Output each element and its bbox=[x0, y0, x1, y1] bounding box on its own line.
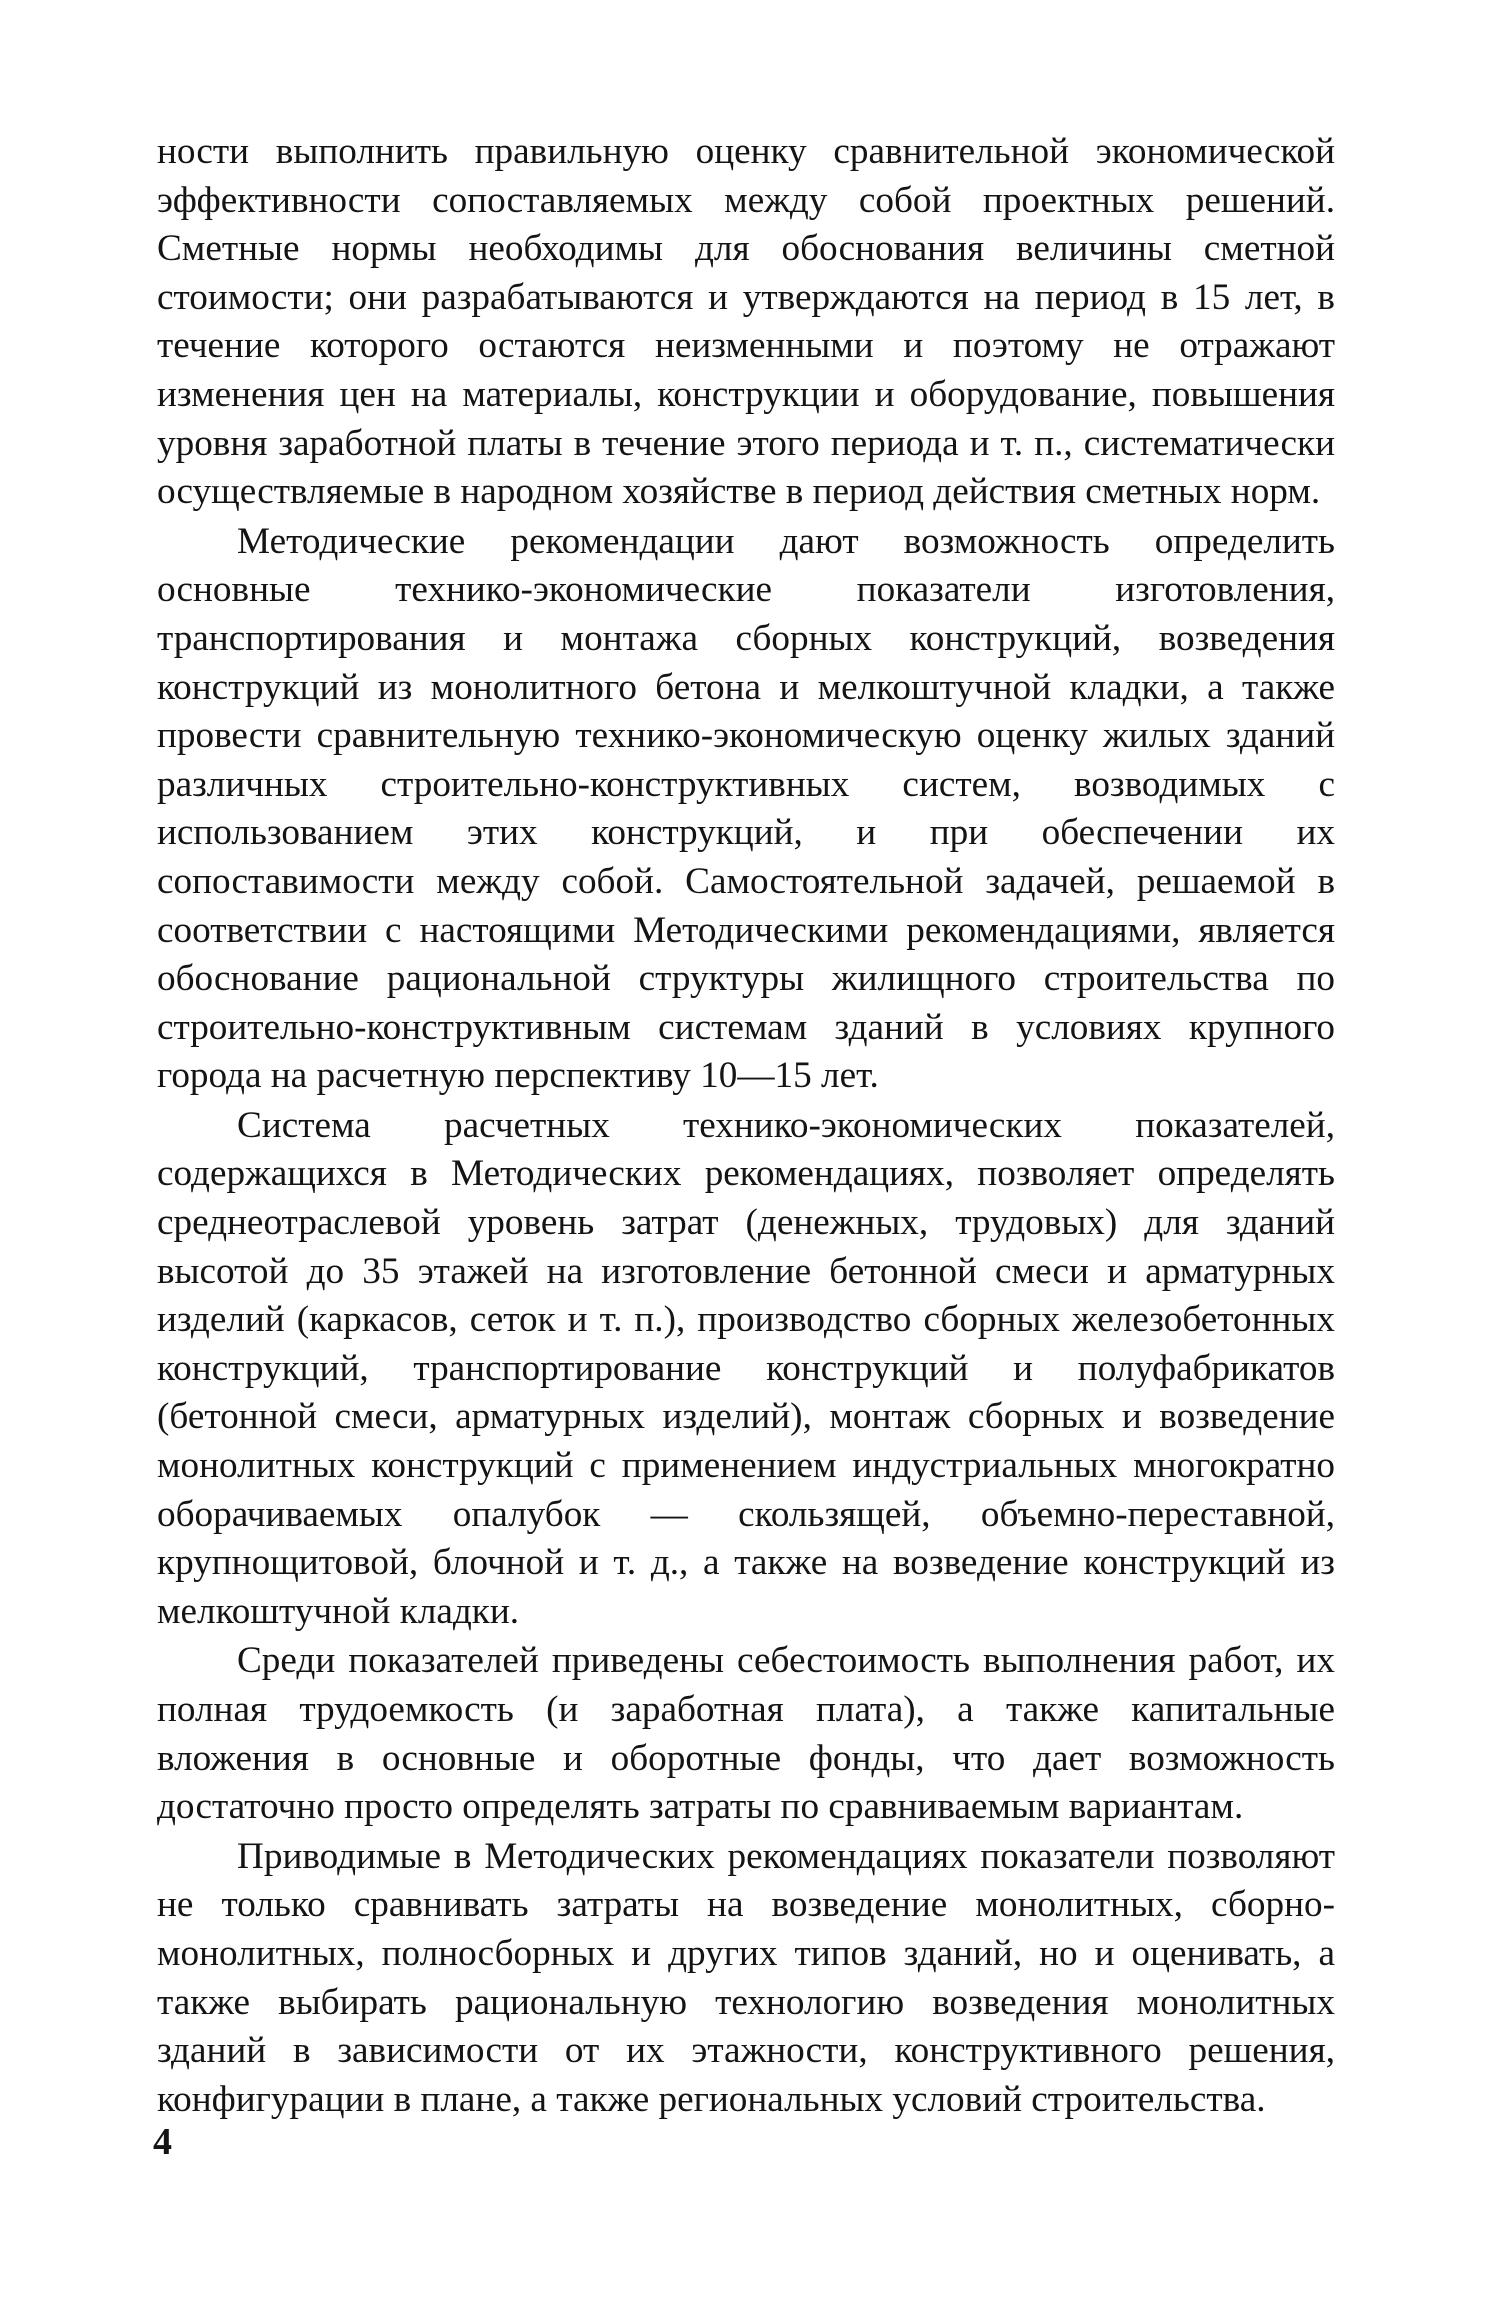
page-number: 4 bbox=[153, 2121, 172, 2163]
paragraph-indicator-system: Система расчетных технико-экономических показателей, содержащихся в Методических рекомендациях, позволяет определять среднеотраслевой уровень затрат (денежных, трудовых) для зданий высотой до 35 этажей на изготовление бетонной смеси и арматурных изделий (каркасов, сеток и т. п.), производство сборных железобетонных конструкций, транспортирование конструкций и полуфабрикатов (бетонной смеси, арматурных изделий), монтаж сборных и возведение монолитных конструкций с применением индустриальных многократно оборачиваемых опалубок — скользящей, объемно-переставной, крупнощитовой, блочной и т. д., а также на возведение конструкций из мелкоштучной кладки. bbox=[157, 1104, 1335, 1632]
paragraph-cost-indicators: Среди показателей приведены себестоимость выполнения работ, их полная трудоемкость (и заработная плата), а также капитальные вложения в основные и оборотные фонды, что дает возможность достаточно просто определять затраты по сравниваемым вариантам. bbox=[157, 1640, 1335, 1828]
paragraph-methodical-recommendations: Методические рекомендации дают возможность определить основные технико-экономические показатели изготовления, транспортирования и монтажа сборных конструкций, возведения конструкций из монолитного бетона и мелкоштучной кладки, а также провести сравнительную технико-экономическую оценку жилых зданий различных строительно-конструктивных систем, возводимых с использованием этих конструкций, и при обеспечении их сопоставимости между собой. Самостоятельной задачей, решаемой в соответствии с настоящими Методическими рекомендациями, является обоснование рациональной структуры жилищного строительства по строительно-конструктивным системам зданий в условиях крупного города на расчетную перспективу 10—15 лет. bbox=[157, 520, 1335, 1097]
paragraph-continuation: ности выполнить правильную оценку сравнительной экономической эффективности сопоставляемых между собой проектных решений. Сметные нормы необходимы для обоснования величины сметной стоимости; они разрабатываются и утверждаются на период в 15 лет, в течение которого остаются неизменными и поэтому не отражают изменения цен на материалы, конструкции и оборудование, повышения уровня заработной платы в течение этого периода и т. п., систематически осуществляемые в народном хозяйстве в период действия сметных норм. bbox=[157, 131, 1335, 513]
page-body bbox=[157, 128, 1335, 2124]
paragraph-technology-choice: Приводимые в Методических рекомендациях показатели позволяют не только сравнивать затраты на возведение монолитных, сборно-монолитных, полносборных и других типов зданий, но и оценивать, а также выбирать рациональную технологию возведения монолитных зданий в зависимости от их этажности, конструктивного решения, конфигурации в плане, а также региональных условий строительства. bbox=[157, 1835, 1335, 2120]
